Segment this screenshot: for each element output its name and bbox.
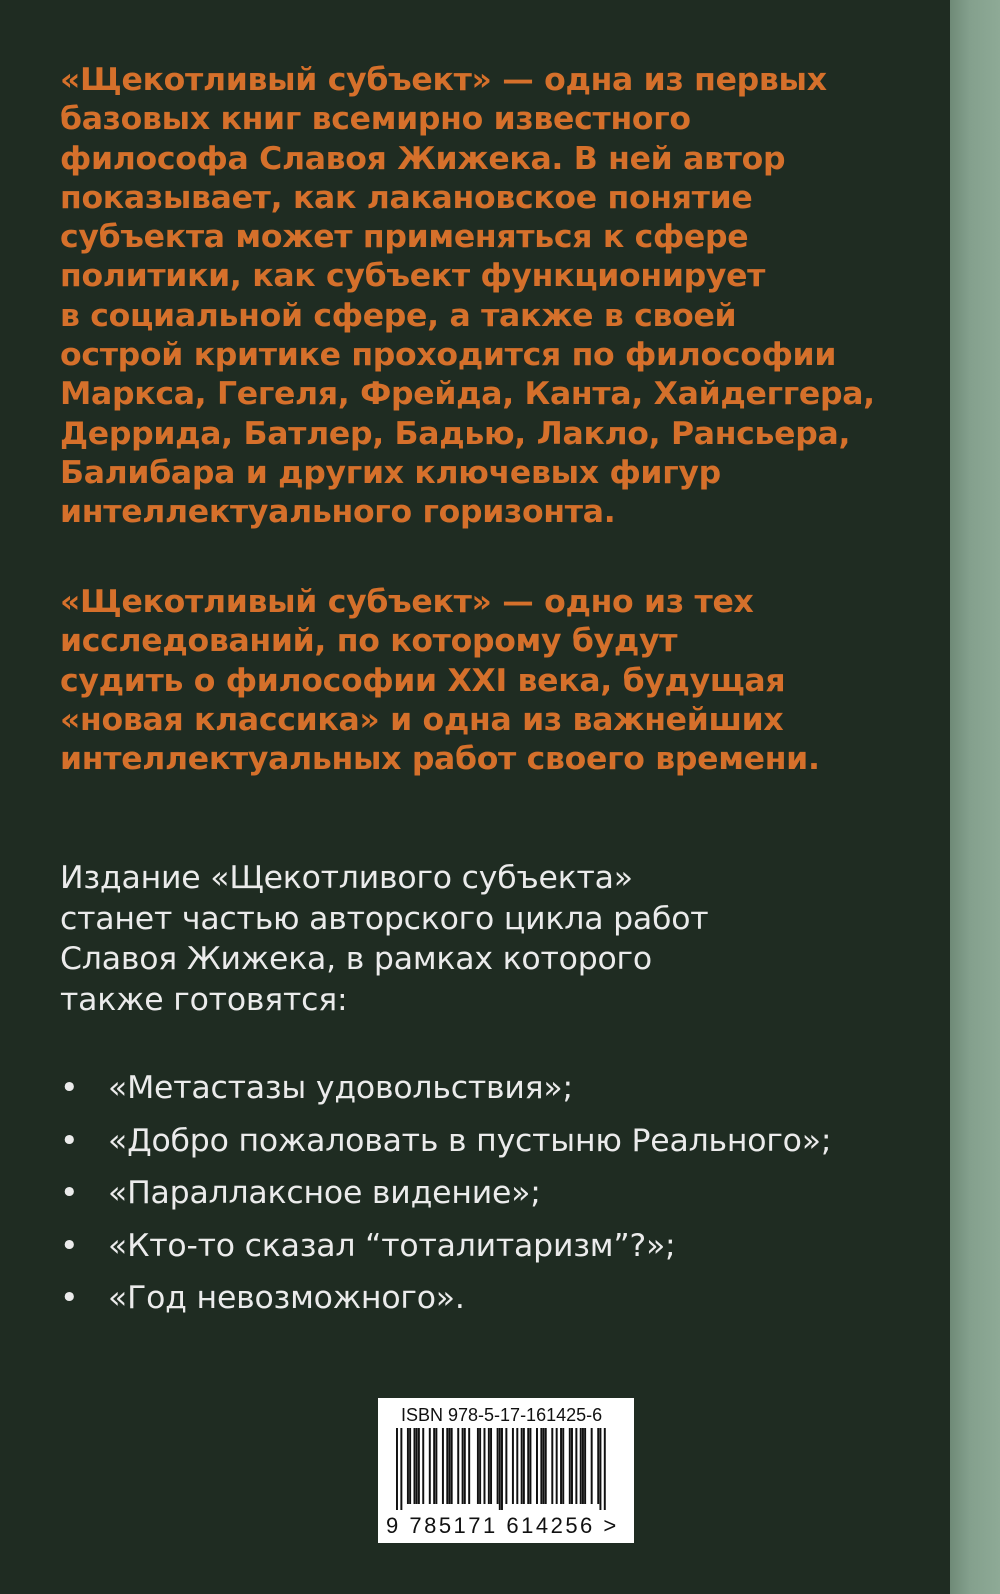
- barcode-bar: [396, 1428, 398, 1510]
- text-line: «новая классика» и одна из важнейших: [60, 701, 784, 738]
- barcode-bar: [422, 1428, 424, 1504]
- text-line: Издание «Щекотливого субъекта»: [60, 860, 633, 896]
- text-line: Деррида, Батлер, Бадью, Лакло, Рансьера,: [60, 415, 851, 452]
- description-paragraph-1: [60, 61, 875, 533]
- text-line: «Щекотливый субъект» — одно из тех: [60, 584, 754, 620]
- barcode-bar: [435, 1428, 437, 1504]
- list-item: [60, 1278, 831, 1331]
- edition-info-paragraph: [60, 858, 708, 1020]
- description-paragraph-2: [60, 583, 820, 779]
- barcode-bar: [446, 1428, 448, 1504]
- barcode-bar: [451, 1428, 453, 1504]
- barcode-bar: [562, 1428, 564, 1504]
- barcode-bar: [527, 1428, 529, 1504]
- barcode-bar: [484, 1428, 486, 1504]
- barcode-bar: [442, 1428, 444, 1504]
- barcode-bar: [580, 1428, 582, 1504]
- list-item: [60, 1121, 831, 1174]
- barcode-bar: [543, 1428, 545, 1504]
- list-item: [60, 1226, 831, 1279]
- text-line: философа Славоя Жижека. В ней автор: [60, 140, 786, 177]
- book-title: «Год невозможного».: [108, 1280, 465, 1316]
- bullet-icon: •: [60, 1280, 79, 1316]
- barcode-bar: [536, 1428, 538, 1504]
- barcode-bar: [479, 1428, 481, 1504]
- barcode-bar: [523, 1428, 525, 1504]
- barcode-bar: [604, 1428, 606, 1510]
- bullet-icon: •: [60, 1070, 79, 1106]
- book-title: «Кто-то сказал “тоталитаризм”?»;: [108, 1227, 676, 1264]
- text-line: Славоя Жижека, в рамках которого: [60, 941, 652, 977]
- barcode-bar: [457, 1428, 459, 1504]
- barcode-bar: [462, 1428, 464, 1504]
- barcode-bar: [599, 1428, 601, 1510]
- text-line: интеллектуальных работ своего времени.: [60, 741, 820, 778]
- bullet-icon: •: [60, 1227, 79, 1264]
- barcode-bar: [400, 1428, 402, 1510]
- barcode-bar: [545, 1428, 547, 1504]
- barcode-bar: [597, 1428, 599, 1504]
- barcode-bar: [433, 1428, 435, 1504]
- barcode-bar: [488, 1428, 490, 1504]
- barcode-bar: [499, 1428, 501, 1510]
- bullet-icon: •: [60, 1122, 79, 1159]
- barcode-bar: [414, 1428, 416, 1504]
- barcode-bar: [416, 1428, 418, 1504]
- barcode-bar: [556, 1428, 558, 1504]
- text-line: исследований, по которому будут: [60, 623, 678, 660]
- barcode-bar: [584, 1428, 586, 1504]
- bullet-icon: •: [60, 1175, 79, 1211]
- text-line: судить о философии XXI века, будущая: [60, 662, 786, 699]
- barcode-bar: [468, 1428, 470, 1504]
- barcode-bar: [497, 1428, 499, 1504]
- barcode-bar: [512, 1428, 514, 1504]
- barcode-bar: [501, 1428, 503, 1510]
- barcode-bar: [551, 1428, 553, 1504]
- barcode-bar: [516, 1428, 518, 1504]
- barcode-bar: [418, 1428, 420, 1504]
- text-line: субъекта может применяться к сфере: [60, 219, 749, 256]
- text-line: станет частью авторского цикла работ: [60, 900, 709, 937]
- text-line: в социальной сфере, а также в своей: [60, 297, 737, 334]
- book-title: «Параллаксное видение»;: [108, 1175, 541, 1211]
- text-line: «Щекотливый субъект» — одна из первых: [60, 62, 827, 98]
- text-line: Балибара и других ключевых фигур: [60, 454, 721, 491]
- barcode-bar: [409, 1428, 411, 1504]
- list-item: [60, 1173, 831, 1226]
- barcode-bar: [429, 1428, 431, 1504]
- barcode-bar: [591, 1428, 593, 1504]
- barcode-bar: [582, 1428, 584, 1504]
- text-line: Маркса, Гегеля, Фрейда, Канта, Хайдеггера,: [60, 376, 875, 413]
- barcode-bar: [571, 1428, 573, 1504]
- text-line: острой критике проходится по философии: [60, 337, 837, 374]
- isbn-label: ISBN 978-5-17-161425-6: [401, 1405, 603, 1425]
- upcoming-books-list: [60, 1068, 831, 1331]
- barcode-bar: [529, 1428, 531, 1504]
- barcode-bars-icon: [396, 1428, 606, 1510]
- barcode-bar: [540, 1428, 542, 1504]
- barcode-bar: [407, 1428, 409, 1504]
- isbn-barcode: [378, 1398, 634, 1543]
- barcode-bar: [477, 1428, 479, 1504]
- text-line: базовых книг всемирно известного: [60, 101, 691, 138]
- text-line: политики, как субъект функционирует: [60, 258, 766, 295]
- book-title: «Добро пожаловать в пустыню Реального»;: [108, 1122, 832, 1159]
- barcode-bar: [560, 1428, 562, 1504]
- barcode-bar: [575, 1428, 577, 1504]
- book-title: «Метастазы удовольствия»;: [108, 1070, 573, 1106]
- book-spine-edge: [950, 0, 1000, 1594]
- barcode-bar: [464, 1428, 466, 1504]
- barcode-bar: [521, 1428, 523, 1504]
- barcode-bar: [505, 1428, 507, 1504]
- barcode-bar: [569, 1428, 571, 1504]
- barcode-bar: [449, 1428, 451, 1504]
- barcode-bar: [490, 1428, 492, 1504]
- text-line: показывает, как лакановское понятие: [60, 179, 753, 216]
- barcode-digits: 9 785171 614256 >: [386, 1513, 619, 1538]
- text-line: интеллектуального горизонта.: [60, 494, 616, 531]
- text-line: также готовятся:: [60, 981, 348, 1018]
- list-item: [60, 1068, 831, 1121]
